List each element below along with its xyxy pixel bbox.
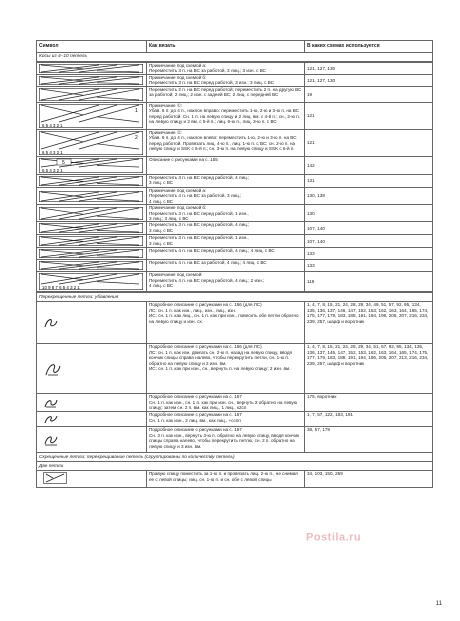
cable-strand	[41, 105, 139, 122]
table-row	[37, 63, 433, 75]
symbol-cell	[37, 205, 147, 222]
header-how-to-knit: Как вязать	[147, 41, 305, 53]
table-row	[37, 222, 433, 235]
symbol-cell	[37, 222, 147, 235]
cable-cross-icon	[39, 236, 143, 246]
used-in-cell: 1, 4, 7, 8, 15, 21, 24, 28, 29, 34, 49, 51, 57, 92, 95, 134, 135, 136, 137, 146, 147, 152, 153, 162, 163, 164, 165, 174, 175, 177, 179, 183, 188, 191, 194, 196, 206, 207, 216, 234, 239, 257, шарф и воротник	[305, 302, 433, 344]
symbol-cell	[37, 272, 147, 292]
cable-strand	[41, 192, 139, 201]
cable-cross-icon	[39, 104, 143, 128]
cable-frame	[39, 207, 142, 219]
description-cell: Подробное описание с рисунками на с. 157 Сн. 1 п. как изн., 2 лиц. вм., как лиц., +сспп	[147, 412, 305, 427]
watermark-suffix: .ru	[345, 531, 362, 544]
note-marker: 1	[135, 108, 138, 114]
symbol-cell	[37, 394, 147, 412]
cable-cross-icon	[39, 158, 143, 173]
description-cell: Описание с рисунками на с. 155	[147, 157, 305, 175]
twisted-loop-icon	[43, 317, 59, 329]
cable-cross-icon	[39, 249, 143, 258]
symbol-cell	[37, 175, 147, 188]
table-row	[37, 75, 433, 87]
symbol-cell	[37, 188, 147, 205]
cable-frame	[39, 88, 142, 100]
header-used-in: В каких схемах используется	[305, 41, 433, 53]
used-in-cell: 1, 7, 57, 122, 183, 191	[305, 412, 433, 427]
used-in-cell: 34, 103, 150, 259	[305, 471, 433, 487]
used-in-cell: 121, 127, 130	[305, 63, 433, 75]
used-in-cell: 1, 4, 7, 8, 15, 21, 24, 28, 29, 34, 51, 57, 92, 95, 134, 135, 136, 137, 146, 147, 152, 153, 162, 163, 164, 165, 174, 175, 177, 179, 183, 188, 191, 194, 196, 206, 207, 213, 216, 234, 239, 257, шарф и воротник	[305, 344, 433, 394]
stitch-numbers: 10 9 8 7 6 5 4 3 2 1	[42, 285, 80, 291]
used-in-cell: 107, 140	[305, 235, 433, 248]
description-cell: Примечание под схемой: Переместить 4 п. на ВС перед работой, 4 лиц.; 2 изн.; 4 лиц. с ВС	[147, 272, 305, 292]
description-cell: Примечание под схемой б: Переместить 3 п. на ВС перед работой, 1 изн., 3 лиц.; 3 лиц. с ВС	[147, 205, 305, 222]
used-in-cell: 19	[305, 87, 433, 103]
symbol-cell	[37, 235, 147, 248]
table-row	[37, 205, 433, 222]
used-in-cell: 133	[305, 260, 433, 272]
description-cell: Примечание ①: Убав. 6 п. до 4 п., наклон вправо: переместить 1-ю, 2-ю и 3-ю п. на ВС перед работой. Сн. 1 п. на левую спицу и 2 лиц. вм. с 4-й п.; сн., 2-ю п. на левую спицу и 2 вм. с 5-й п.; лиц. 6-ю п., лиц. 3-ю п. с ВС	[147, 103, 305, 130]
table-row	[37, 175, 433, 188]
cable-table	[36, 62, 433, 292]
used-in-cell: 38, 57, 179	[305, 427, 433, 453]
description-cell: Переместить 3 п. на ВС перед работой, 4 лиц.; 3 лиц. с ВС	[147, 175, 305, 188]
right-cross-icon	[43, 472, 67, 484]
cable-strand	[41, 132, 139, 149]
cable-cross-icon	[39, 131, 143, 155]
triple-loop-icon	[43, 434, 59, 446]
symbol-cell	[37, 248, 147, 260]
description-cell: Примечание под схемой а: Переместить 3 п. на ВС за работой, 3 лиц.; 3 изн. с ВС	[147, 63, 305, 75]
header-symbol: Символ	[37, 41, 147, 53]
section-row	[37, 453, 433, 462]
cable-cross-icon	[39, 191, 143, 202]
used-in-cell: 133	[305, 248, 433, 260]
section-title: Косы из 4–10 петель	[37, 53, 433, 62]
table-row	[37, 188, 433, 205]
cable-strand	[41, 208, 139, 219]
twisted-decrease-icon	[43, 360, 63, 378]
table-row	[37, 130, 433, 157]
watermark-text: Postila	[306, 531, 346, 544]
symbol-cell	[37, 157, 147, 175]
description-cell: Переместить 3 п. на ВС перед работой, 1 изн., 3 лиц. с ВС	[147, 235, 305, 248]
table-row	[37, 157, 433, 175]
description-cell: Переместить 4 п. на ВС перед работой, 4 лиц.; 4 лиц. с ВС	[147, 248, 305, 260]
description-cell: Правую спицу поместить за 1-ю п. и провязать лиц. 2-ю п., не снимая ее с левой спицы; лиц. сн. 1-ю п. и сн. обе с левой спицы	[147, 471, 305, 487]
symbol-cell	[37, 412, 147, 427]
used-in-cell: 119	[305, 272, 433, 292]
cable-cross-icon	[39, 88, 143, 101]
table-row	[37, 248, 433, 260]
loop-decrease-icon	[43, 413, 59, 425]
used-in-cell: 142	[305, 157, 433, 175]
symbol-cell	[37, 302, 147, 344]
note-marker: 2	[135, 135, 138, 141]
table-row	[37, 103, 433, 130]
watermark	[306, 520, 361, 552]
stitch-numbers: 6 5 4 3 2 1	[42, 150, 63, 155]
symbol-table	[36, 40, 433, 62]
cable-strand	[41, 274, 139, 284]
section-row	[37, 293, 433, 302]
description-cell: Подробное описание с рисунками на с. 156 (для ЛС) ЛС: сн. 1 п. как изн., лиц., изн., лиц., изн. ИС: сн. 1 п. как лиц., сн. 1 п. как при изн., повесить обе петли обратно на левую спицу и изн. сх.	[147, 302, 305, 344]
table-header	[37, 41, 433, 53]
section-title: Перекрещенные петли: убавления	[37, 293, 433, 302]
table-row	[37, 412, 433, 427]
used-in-cell: 121, 127, 130	[305, 75, 433, 87]
used-in-cell: 130, 138	[305, 188, 433, 205]
cable-cross-icon	[39, 223, 143, 233]
symbol-cell	[37, 130, 147, 157]
table-row	[37, 471, 433, 487]
description-cell: Переместить 3 п. на ВС перед работой, 4 лиц.; 3 лиц. с ВС	[147, 222, 305, 235]
table-row	[37, 235, 433, 248]
symbol-cell	[37, 75, 147, 87]
table-row	[37, 272, 433, 292]
stitch-numbers: 6 5 4 3 2 1	[42, 123, 63, 128]
used-in-cell: 130	[305, 205, 433, 222]
count-box-label: 5	[62, 160, 65, 166]
description-cell: Подробное описание с рисунками на с. 157 Сн. 3 п. как изн., вернуть 3-ю п. обратно на левую спицу, вводя кончик спицы справа налево, чтобы перекрутить петлю, сн. 2 п. обратно на левую спицу и 3 изн. вм.	[147, 427, 305, 453]
table-row	[37, 427, 433, 453]
description-cell: Переместить 2 п. на ВС перед работой; переместить 2 п. на другую ВС за работой; 2 лиц.; 2 изн. с задней ВС; 2 лиц. с передней ВС	[147, 87, 305, 103]
used-in-cell: 121	[305, 103, 433, 130]
symbol-cell	[37, 260, 147, 272]
description-cell: Примечание под схемой б: Переместить 3 п. на ВС перед работой, 3 изн.; 3 лиц. с ВС	[147, 75, 305, 87]
used-in-cell: 175, воротник	[305, 394, 433, 412]
page	[36, 40, 432, 488]
symbol-cell	[37, 87, 147, 103]
description-cell: Подробное описание с рисунками на с. 157 Сн. 1 п. как изн., сн. 1 п. как при изн. сн., вернуть 2 обратно на левую спицу; затем сн. 2 п. вм. как лиц., 1 лиц., к2сп	[147, 394, 305, 412]
section-row	[37, 53, 433, 62]
cable-strand	[41, 89, 139, 100]
section-title: Две петли	[37, 462, 433, 471]
cross-table	[36, 292, 433, 487]
table-row	[37, 302, 433, 344]
symbol-cell	[37, 344, 147, 394]
description-cell: Примечание ②: Убав. 6 п. до 4 п., наклон влево: переместить 1-ю, 2-ю и 3-ю п. на ВС перед работой. Провязать лиц. 4-ю п., лиц. 1-ю п. с ВС; сн. 2-ю п. на левую спицу и SSK с 5-й п.; сн. 3-ю п. на левую спицу и SSK с 6-й п.	[147, 130, 305, 157]
double-loop-icon	[43, 397, 59, 409]
table-row	[37, 260, 433, 272]
table-row	[37, 394, 433, 412]
used-in-cell: 107, 140	[305, 222, 433, 235]
section-title: Скрещенные петли: перекрещивание петель (сгруппированы по количеству петель)	[37, 453, 433, 462]
symbol-cell	[37, 427, 147, 453]
description-cell: Примечание под схемой а: Переместить 4 п. на ВС за работой, 3 лиц.; 4 лиц. с ВС	[147, 188, 305, 205]
section-row	[37, 462, 433, 471]
symbol-cell	[37, 63, 147, 75]
cable-cross-icon	[39, 176, 143, 186]
used-in-cell: 121	[305, 130, 433, 157]
cable-cross-icon	[39, 76, 143, 85]
description-cell: Переместить 4 п. на ВС за работой, 4 лиц.; 4 лиц. с ВС	[147, 260, 305, 272]
used-in-cell: 131	[305, 175, 433, 188]
table-row	[37, 344, 433, 394]
table-row	[37, 87, 433, 103]
stitch-numbers: 6 5 4 3 2 1	[42, 168, 63, 173]
symbol-cell	[37, 471, 147, 487]
page-number: 11	[435, 601, 442, 607]
description-cell: Подробное описание с рисунками на с. 156 (для ЛС) ЛС: сн. 1 п. как изн. двигать сн. 2-ю п. назад на левую спицу, вводя кончик спицы справа налево, чтобы перекрутить петли, сн. 1-ю п. обратно на левую спицу и 2 изн. вм. ИС: сн. 1 п. как при изн., сн., вернуть п. на левую спицу; 2 изн. вм.	[147, 344, 305, 394]
cable-cross-icon	[39, 261, 143, 270]
cable-cross-icon	[39, 64, 143, 73]
cable-cross-icon	[39, 273, 143, 290]
cable-cross-icon	[39, 207, 143, 220]
symbol-cell	[37, 103, 147, 130]
